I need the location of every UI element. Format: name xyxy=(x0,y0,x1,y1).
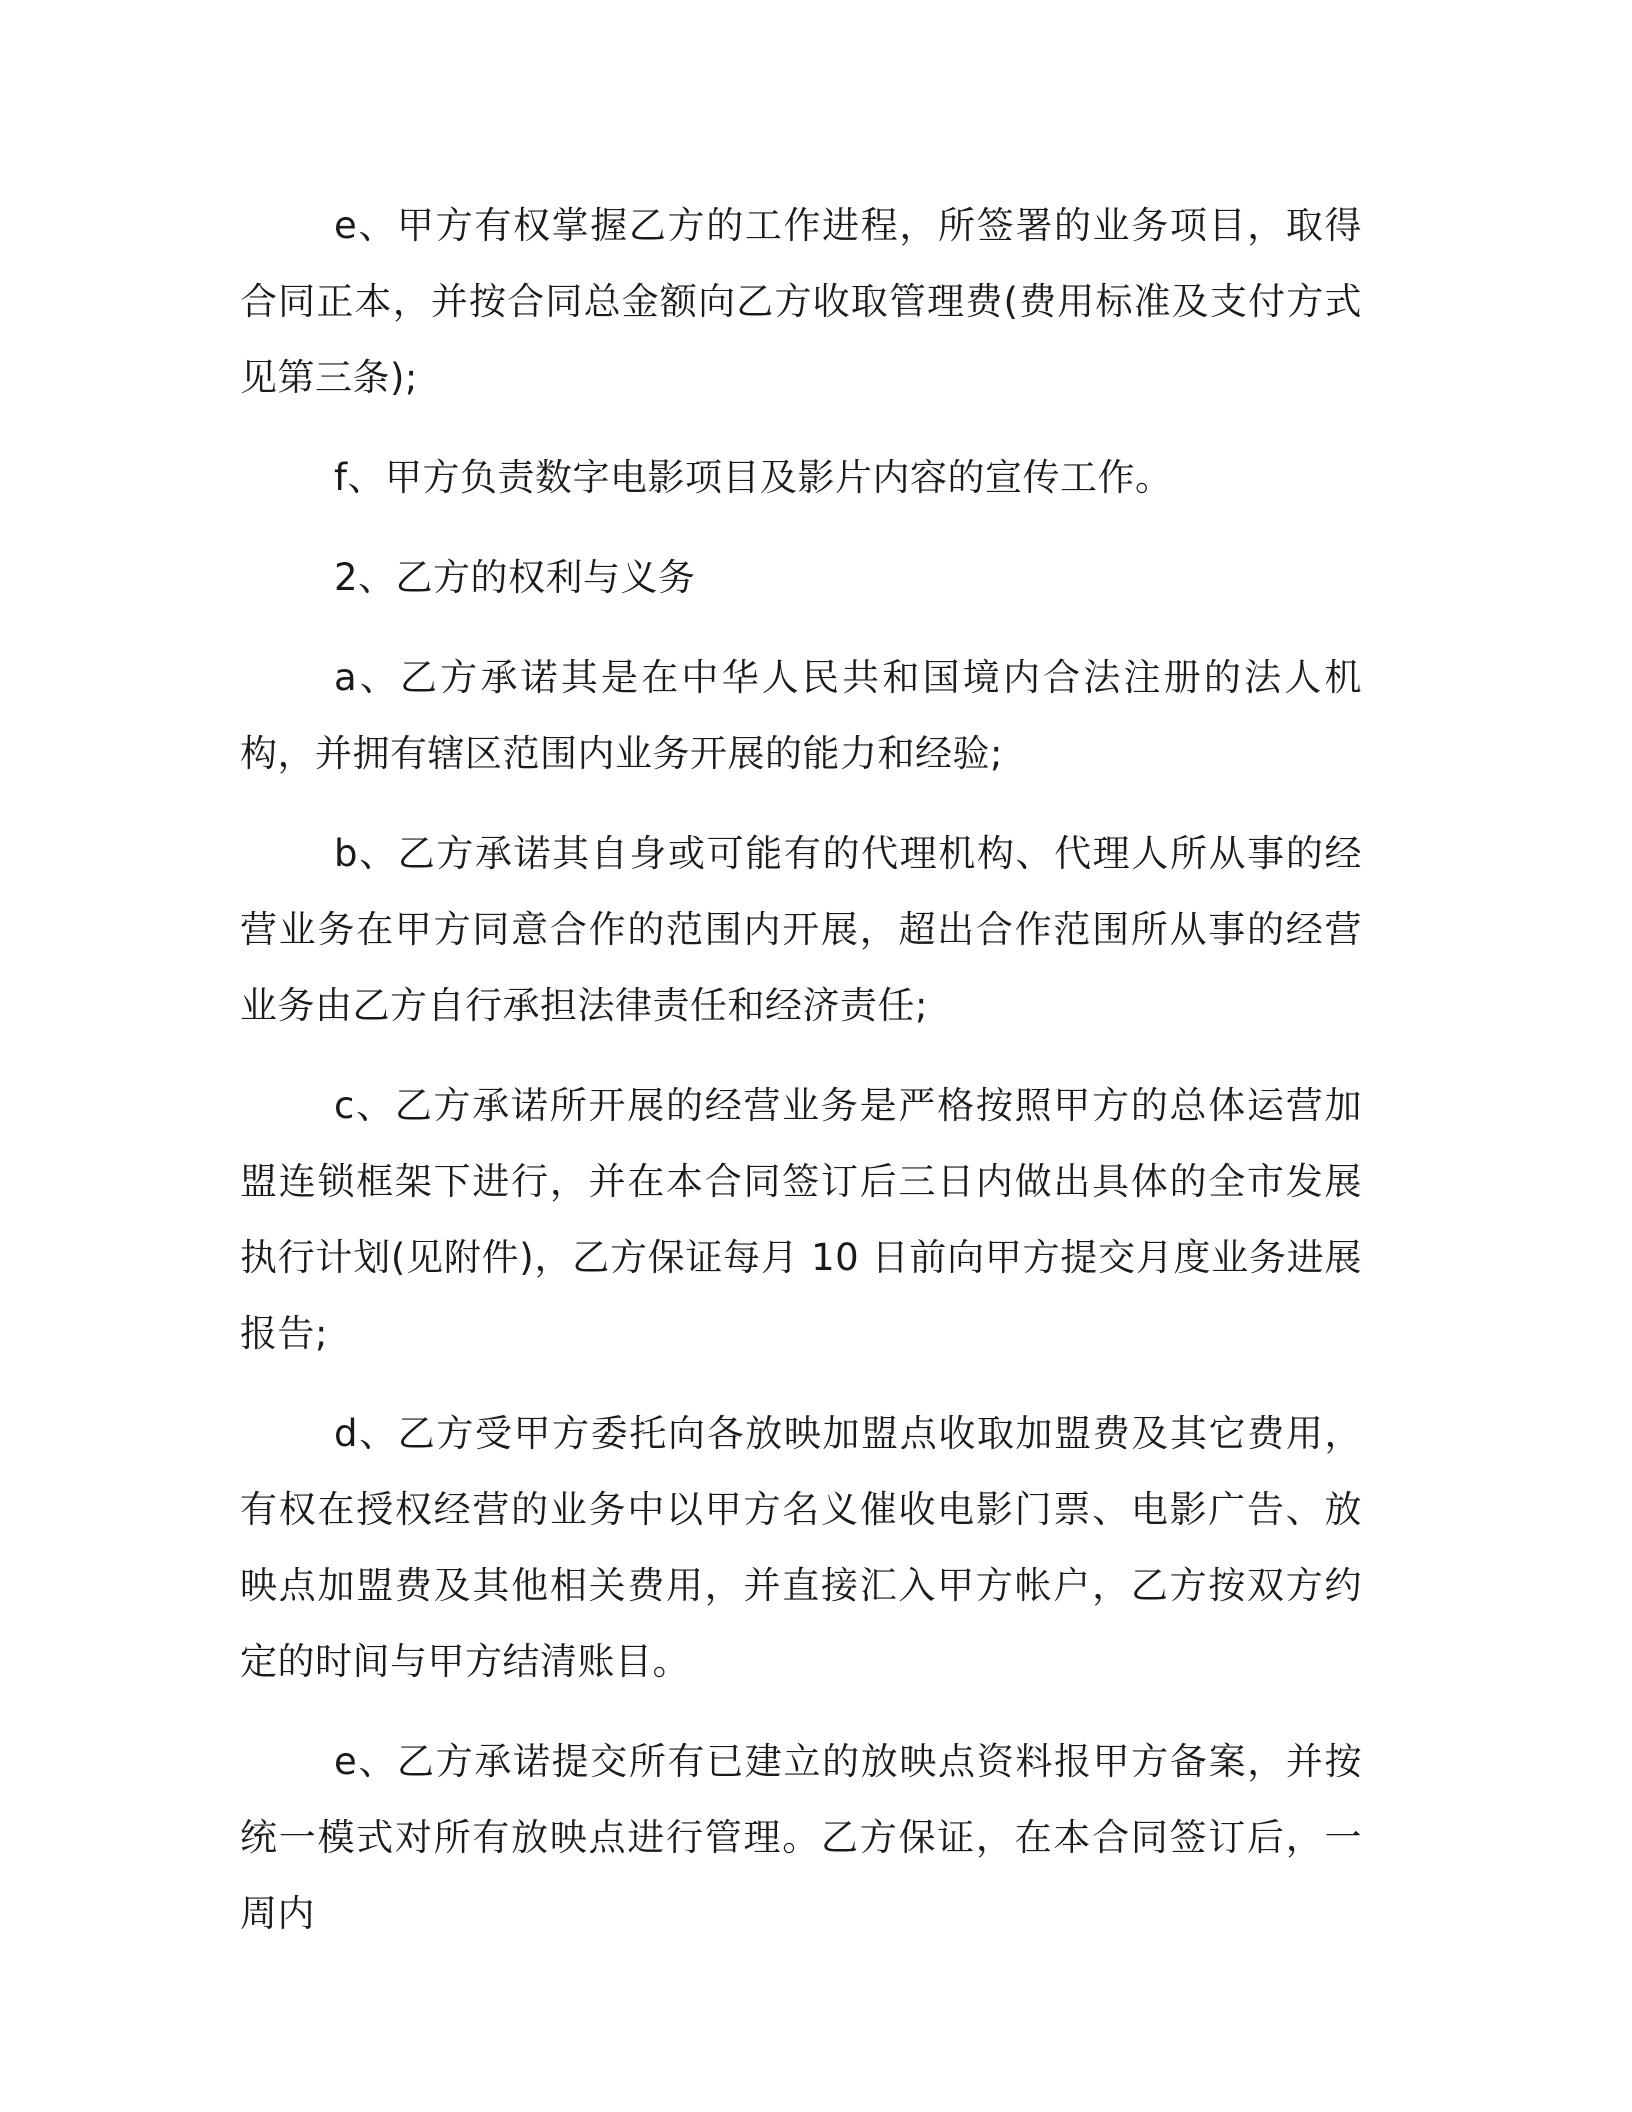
paragraph-party-a-e: e、甲方有权掌握乙方的工作进程，所签署的业务项目，取得合同正本，并按合同总金额向乙方收取管理费(费用标准及支付方式见第三条); xyxy=(240,204,1362,399)
paragraph-party-b-e: e、乙方承诺提交所有已建立的放映点资料报甲方备案，并按统一模式对所有放映点进行管理。乙方保证，在本合同签订后，一周内 xyxy=(240,1740,1362,1935)
section-heading-party-b: 2、乙方的权利与义务 xyxy=(334,556,696,599)
paragraph-party-a-f: f、甲方负责数字电影项目及影片内容的宣传工作。 xyxy=(334,456,1173,499)
paragraph-party-b-a: a、乙方承诺其是在中华人民共和国境内合法注册的法人机构，并拥有辖区范围内业务开展的能力和经验; xyxy=(240,656,1362,775)
paragraph-party-b-c: c、乙方承诺所开展的经营业务是严格按照甲方的总体运营加盟连锁框架下进行，并在本合同签订后三日内做出具体的全市发展执行计划(见附件)，乙方保证每月 10 日前向甲方提交月度业务进展报告; xyxy=(240,1084,1362,1355)
paragraph-party-b-d: d、乙方受甲方委托向各放映加盟点收取加盟费及其它费用，有权在授权经营的业务中以甲方名义催收电影门票、电影广告、放映点加盟费及其他相关费用，并直接汇入甲方帐户，乙方按双方约定的时间与甲方结清账目。 xyxy=(240,1412,1362,1683)
document-page xyxy=(240,188,1362,1976)
paragraph-party-b-b: b、乙方承诺其自身或可能有的代理机构、代理人所从事的经营业务在甲方同意合作的范围内开展，超出合作范围所从事的经营业务由乙方自行承担法律责任和经济责任; xyxy=(240,832,1362,1027)
